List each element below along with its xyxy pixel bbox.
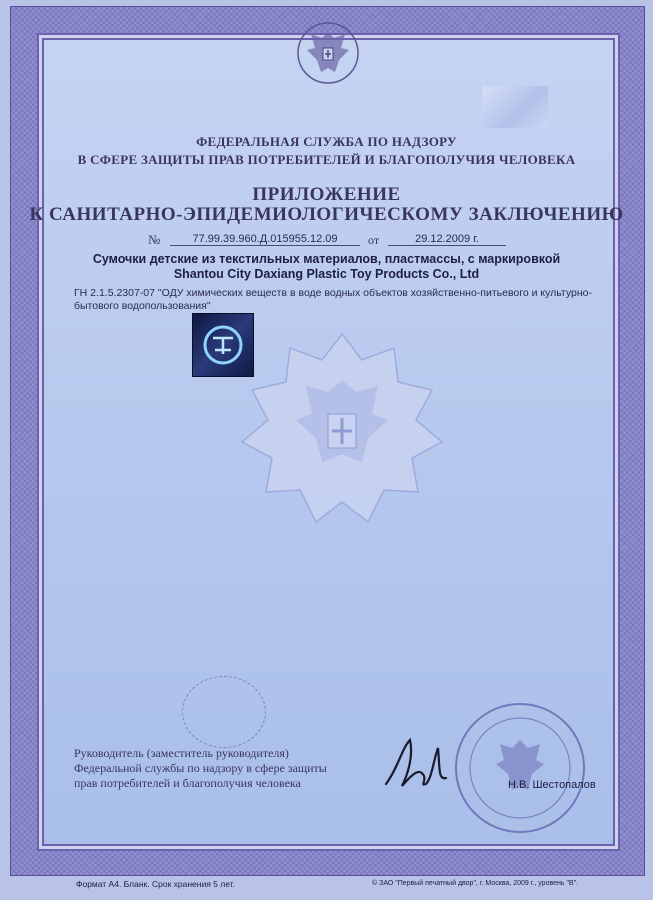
- page-title-line2: К САНИТАРНО-ЭПИДЕМИОЛОГИЧЕСКОМУ ЗАКЛЮЧЕНИЮ: [29, 204, 624, 225]
- signatory-title-line3: прав потребителей и благополучия человека: [74, 776, 301, 790]
- product-line1: Сумочки детские из текстильных материалов, пластмассы, с маркировкой: [92, 252, 561, 266]
- certificate-number: 77.99.39.960.Д.015955.12.09: [170, 233, 360, 246]
- double-headed-eagle-emblem: [297, 20, 359, 86]
- certificate-date: 29.12.2009 г.: [388, 233, 506, 246]
- round-seal: [452, 700, 588, 836]
- signatory-name: Н.В. Шестопалов: [508, 779, 596, 791]
- signatory-title-line2: Федеральной службы по надзору в сфере защиты: [74, 761, 327, 775]
- watermark-rosette: [232, 330, 452, 530]
- page-title-line1: ПРИЛОЖЕНИЕ: [252, 184, 401, 205]
- footer-format: Формат А4. Бланк. Срок хранения 5 лет.: [76, 879, 235, 889]
- norm-line1: ГН 2.1.5.2307-07 "ОДУ химических веществ в воде водных объектов хозяйственно-питьевого и культурно-: [74, 287, 592, 299]
- norm-line2: бытового водопользования": [74, 300, 211, 312]
- handwritten-signature: [380, 728, 460, 798]
- signatory-title-line1: Руководитель (заместитель руководителя): [74, 746, 289, 760]
- agency-name-line1: ФЕДЕРАЛЬНАЯ СЛУЖБА ПО НАДЗОРУ: [196, 134, 457, 149]
- agency-name-line2: В СФЕРЕ ЗАЩИТЫ ПРАВ ПОТРЕБИТЕЛЕЙ И БЛАГОПОЛУЧИЯ ЧЕЛОВЕКА: [77, 152, 576, 167]
- footer-printer: © ЗАО "Первый печатный двор", г. Москва, 2009 г., уровень "В".: [372, 880, 579, 887]
- product-line2: Shantou City Daxiang Plastic Toy Products Co., Ltd: [173, 267, 480, 281]
- number-label: №: [148, 232, 161, 247]
- hologram-patch: [482, 86, 548, 128]
- faint-stamp: [182, 676, 266, 748]
- date-label: от: [368, 233, 380, 247]
